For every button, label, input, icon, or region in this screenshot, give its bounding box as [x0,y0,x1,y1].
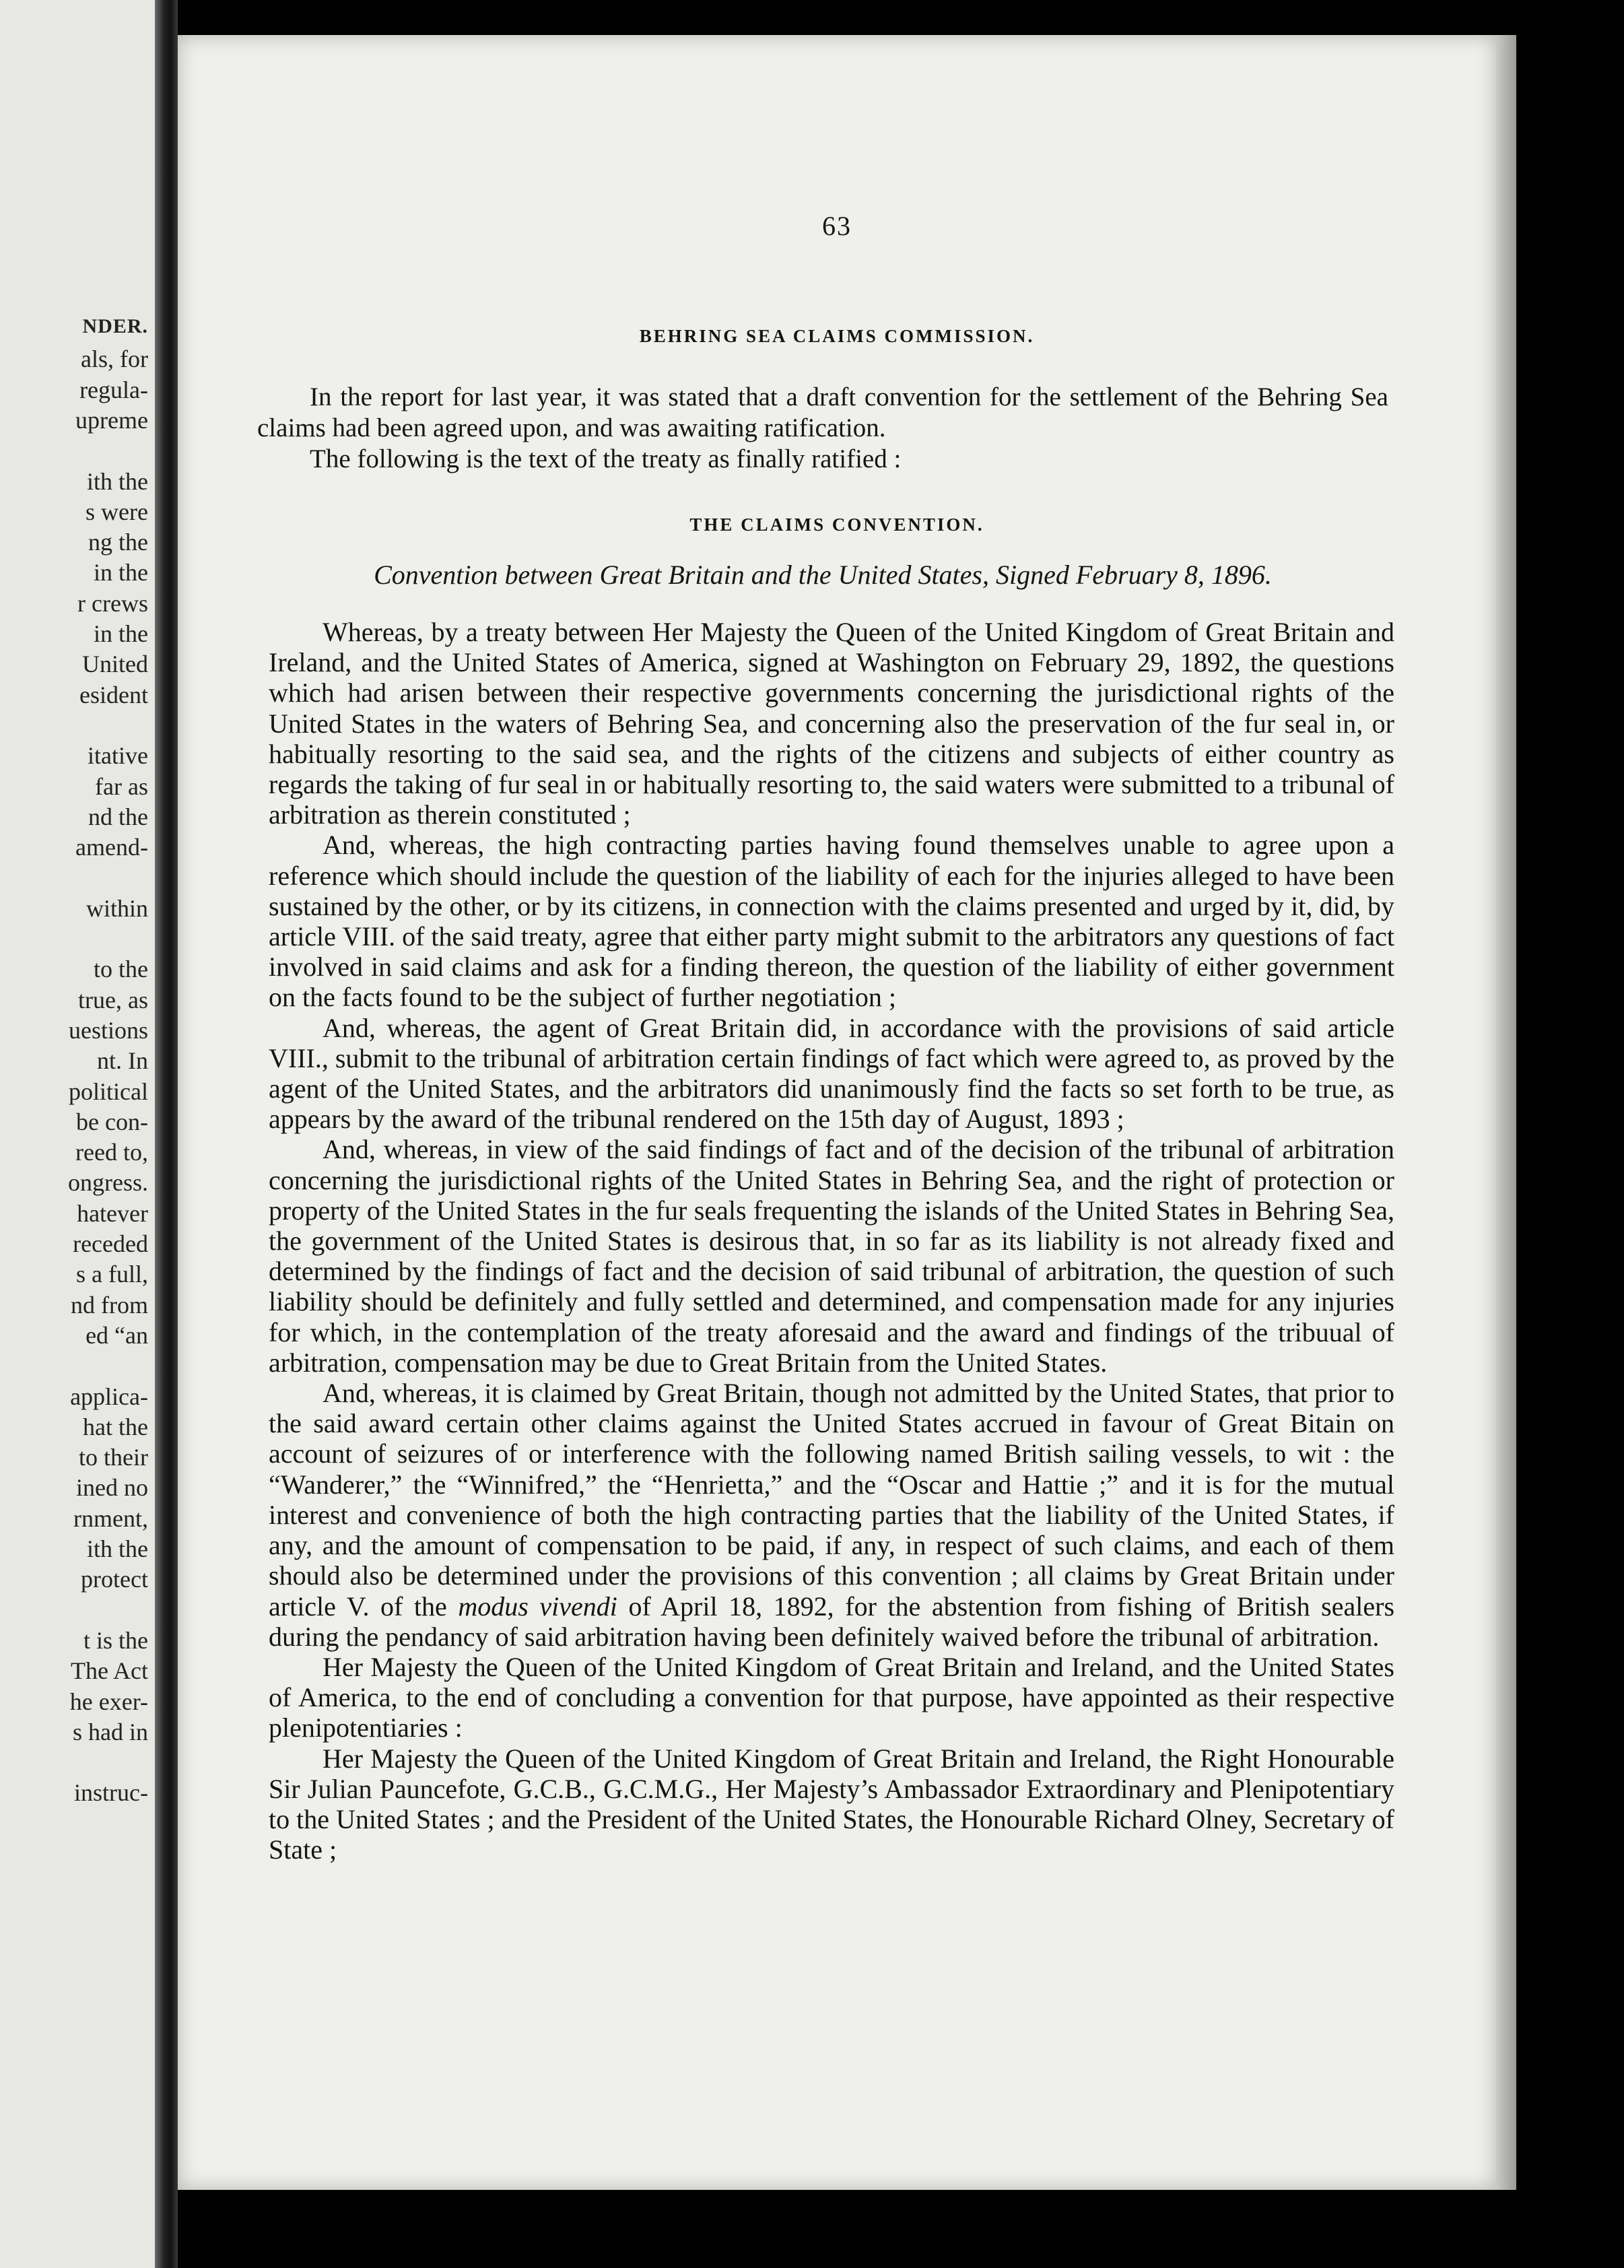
facing-page-line: esident [79,681,148,708]
facing-page-line: The Act [71,1657,148,1685]
facing-page-line: to the [94,956,148,983]
facing-page-line: applica- [70,1382,148,1410]
appointees-paragraph: Her Majesty the Queen of the United Kingdom of Great Britain and Ireland, the Right Honourable Sir Julian Pauncefote, G.C.B., G.C.M.G., Her Majesty’s Ambassador Extraordinary and Plenipotentiary to the United States ; and the President of the United States, the Honourable Richard Olney, Secretary of State ; [269,1743,1394,1865]
facing-page-line: in the [94,620,148,647]
convention-body [269,617,1394,1865]
facing-page-line: NDER. [82,315,148,337]
facing-page-line: t is the [83,1626,148,1654]
facing-page-line: instruc- [74,1779,148,1807]
facing-page-line: ined no [76,1474,148,1502]
facing-page-line: r crews [77,589,148,617]
facing-page-fragment [0,0,155,2268]
paragraph-5-text-b: of April 18, 1892, for the abstention from fishing of British sealers during the pendancy of said arbitration having been definitely waived before the tribunal of arbitration. [269,1591,1395,1652]
facing-page-line: receded [73,1230,148,1257]
facing-page-line: ith the [87,1535,148,1562]
facing-page-line: als, for [81,345,148,373]
facing-page-line: United [82,651,148,678]
whereas-paragraph-5 [269,1378,1394,1652]
facing-page-line: far as [95,772,148,800]
facing-page-line: amend- [75,834,148,861]
facing-page-line: political [69,1077,148,1105]
facing-page-line: nt. In [97,1047,148,1075]
paragraph-5-text-a: And, whereas, it is claimed by Great Britain, though not admitted by the United States, that prior to the said award certain other claims against the United States accrued in favour of Great Bitain on account of seizures of or interference with the following named British sailing vessels, to wit : the “Wanderer,” the “Winnifred,” the “Henrietta,” and the “Oscar and Hattie ;” and it is for the mutual interest and convenience of both the high contracting parties that the liability of the United States, if any, and the amount of compensation to be paid, if any, in respect of such claims, and each of them should also be determined under the provisions of this convention ; all claims by Great Britain under article V. of the [269,1378,1394,1622]
facing-page-line: nd the [88,803,148,830]
page-edge [1496,35,1516,2190]
facing-page-line: regula- [79,376,148,403]
convention-title: Convention between Great Britain and the United States, Signed February 8, 1896. [374,560,1272,590]
facing-page-line: nd from [71,1291,148,1319]
facing-page-line: hatever [77,1199,148,1227]
facing-page-line: ed “an [86,1321,148,1349]
facing-page-line: itative [88,742,148,770]
section-heading: BEHRING SEA CLAIMS COMMISSION. [639,326,1035,346]
facing-page-line: uestions [68,1016,148,1044]
facing-page-line: to their [79,1444,148,1471]
facing-page-line: s were [86,498,148,525]
intro-paragraph: The following is the text of the treaty as finally ratified : [310,444,902,473]
facing-page-line: he exer- [69,1688,148,1715]
whereas-paragraph-4: And, whereas, in view of the said findings of fact and of the decision of the tribunal of arbitration concerning the jurisdictional rights of the United States in Behring Sea, and the right of protection or property of the United States in the fur seals frequenting the islands of the United States in Behring Sea, the government of the United States is desirous that, in so far as its liability is not already fixed and determined by the findings of fact and the decision of said tribunal of arbitration, the question of such liability should be definitely and fully settled and determined, and compensation made for any injuries for which, in the contemplation of the treaty aforesaid and the award and findings of the tribuual of arbitration, compensation may be due to Great Britain from the United States. [269,1134,1394,1378]
facing-page-line: s had in [73,1718,148,1745]
document-page [178,35,1496,2190]
facing-page-line: ng the [88,529,148,556]
facing-page-line: protect [81,1566,148,1593]
facing-page-line: hat the [83,1413,148,1440]
modus-vivendi-italic: modus vivendi [458,1591,617,1622]
facing-page-line: reed to, [75,1139,148,1166]
facing-page-line: ith the [87,467,148,495]
facing-page-line: rnment, [73,1504,148,1532]
facing-page-line: s a full, [76,1261,148,1288]
intro-paragraphs [257,382,1388,475]
facing-page-line: be con- [76,1108,148,1135]
intro-paragraph: In the report for last year, it was stated that a draft convention for the settlement of the Behring Sea claims had been agreed upon, and was awaiting ratification. [257,382,1388,442]
whereas-paragraph-2: And, whereas, the high contracting parties having found themselves unable to agree upon a reference which should include the question of the liability of each for the injuries alleged to have been sustained by the other, or by its citizens, in connection with the claims presented and urged by it, did, by article VIII. of the said treaty, agree that either party might submit to the arbitrators any questions of fact involved in said claims and ask for a finding thereon, the question of the liability of either government on the facts found to be the subject of further negotiation ; [269,830,1394,1013]
facing-page-line: true, as [78,986,148,1013]
plenipotentiaries-paragraph: Her Majesty the Queen of the United Kingdom of Great Britain and Ireland, and the United States of America, to the end of concluding a convention for that purpose, have appointed as their respective plenipotentiaries : [269,1651,1394,1743]
book-gutter [155,0,178,2268]
facing-page-line: in the [94,559,148,587]
facing-page-line: within [86,894,148,922]
page-number: 63 [822,211,852,241]
facing-page-line: ongress. [68,1169,148,1197]
whereas-paragraph-3: And, whereas, the agent of Great Britain did, in accordance with the provisions of said article VIII., submit to the tribunal of arbitration certain findings of fact which were agreed to, as proved by the agent of the United States, and the arbitrators did unanimously find the facts so set forth to be true, as appears by the award of the tribunal rendered on the 15th day of August, 1893 ; [269,1012,1394,1135]
convention-heading: THE CLAIMS CONVENTION. [689,514,984,535]
whereas-paragraph-1: Whereas, by a treaty between Her Majesty the Queen of the United Kingdom of Great Britain and Ireland, and the United States of America, signed at Washington on February 29, 1892, the questions which had arisen between their respective governments concerning the jurisdictional rights of the United States in the waters of Behring Sea, and concerning also the preservation of the fur seal in, or habitually resorting to the said sea, and the rights of the citizens and subjects of either country as regards the taking of fur seal in or habitually resorting to, the said waters were submitted to a tribunal of arbitration as therein constituted ; [269,617,1394,830]
facing-page-line: upreme [75,406,148,434]
